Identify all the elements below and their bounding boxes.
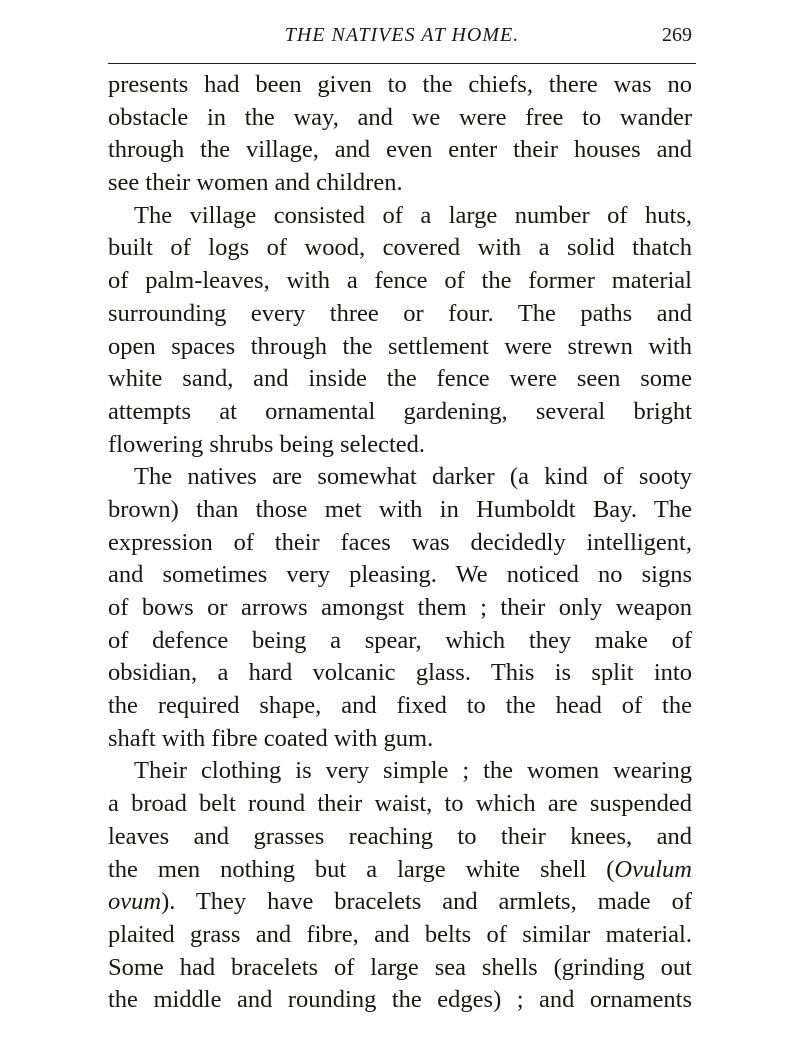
text-line: of bows or arrows amongst them ; their only weapon (108, 594, 692, 621)
text-line: Their clothing is very simple ; the women wearing (134, 757, 692, 785)
text-line: through the village, and even enter their houses and (108, 136, 692, 164)
text-line: The village consisted of a large number of huts, (134, 201, 692, 229)
page-number: 269 (662, 24, 692, 46)
text-line: expression of their faces was decidedly intelligent, (108, 528, 692, 556)
text-line: Some had bracelets of large sea shells (grinding out (108, 953, 692, 981)
text-segment: ). They have bracelets and armlets, made of (161, 888, 692, 916)
text-line: built of logs of wood, covered with a solid thatch (108, 234, 692, 262)
text-line: attempts at ornamental gardening, several bright (108, 397, 692, 425)
text-line: white sand, and inside the fence were seen some (108, 365, 692, 393)
text-line: open spaces through the settlement were strewn with (108, 332, 692, 360)
text-line: leaves and grasses reaching to their knees, and (108, 822, 692, 850)
text-line: surrounding every three or four. The paths and (108, 299, 692, 327)
text-line-mixed (108, 886, 692, 919)
text-line: of palm-leaves, with a fence of the former material (108, 267, 692, 295)
text-line: obsidian, a hard volcanic glass. This is split into (108, 659, 692, 687)
text-line: of defence being a spear, which they make of (108, 626, 692, 654)
text-line: shaft with fibre coated with gum. (108, 724, 434, 752)
text-line: The natives are somewhat darker (a kind of sooty (134, 463, 692, 491)
text-line: a broad belt round their waist, to which are suspended (108, 790, 692, 818)
body-text (108, 69, 692, 1017)
text-segment: the men nothing but a large white shell ( (108, 855, 615, 883)
text-line: plaited grass and fibre, and belts of similar material. (108, 920, 692, 948)
italic-term: ovum (108, 888, 162, 916)
text-line: flowering shrubs being selected. (108, 430, 426, 458)
text-line: see their women and children. (108, 169, 403, 197)
text-line: and sometimes very pleasing. We noticed no signs (108, 561, 692, 589)
italic-term: Ovulum (614, 855, 692, 883)
text-line: presents had been given to the chiefs, there was no (108, 71, 692, 98)
running-title: THE NATIVES AT HOME. (284, 24, 520, 46)
page-header (108, 22, 696, 52)
text-line: brown) than those met with in Humboldt Bay. The (108, 495, 692, 523)
text-line: obstacle in the way, and we were free to wander (108, 103, 692, 131)
text-line-mixed (108, 854, 692, 887)
text-line: the middle and rounding the edges) ; and ornaments (108, 986, 692, 1014)
text-line: the required shape, and fixed to the head of the (108, 692, 692, 720)
header-rule (108, 63, 696, 64)
